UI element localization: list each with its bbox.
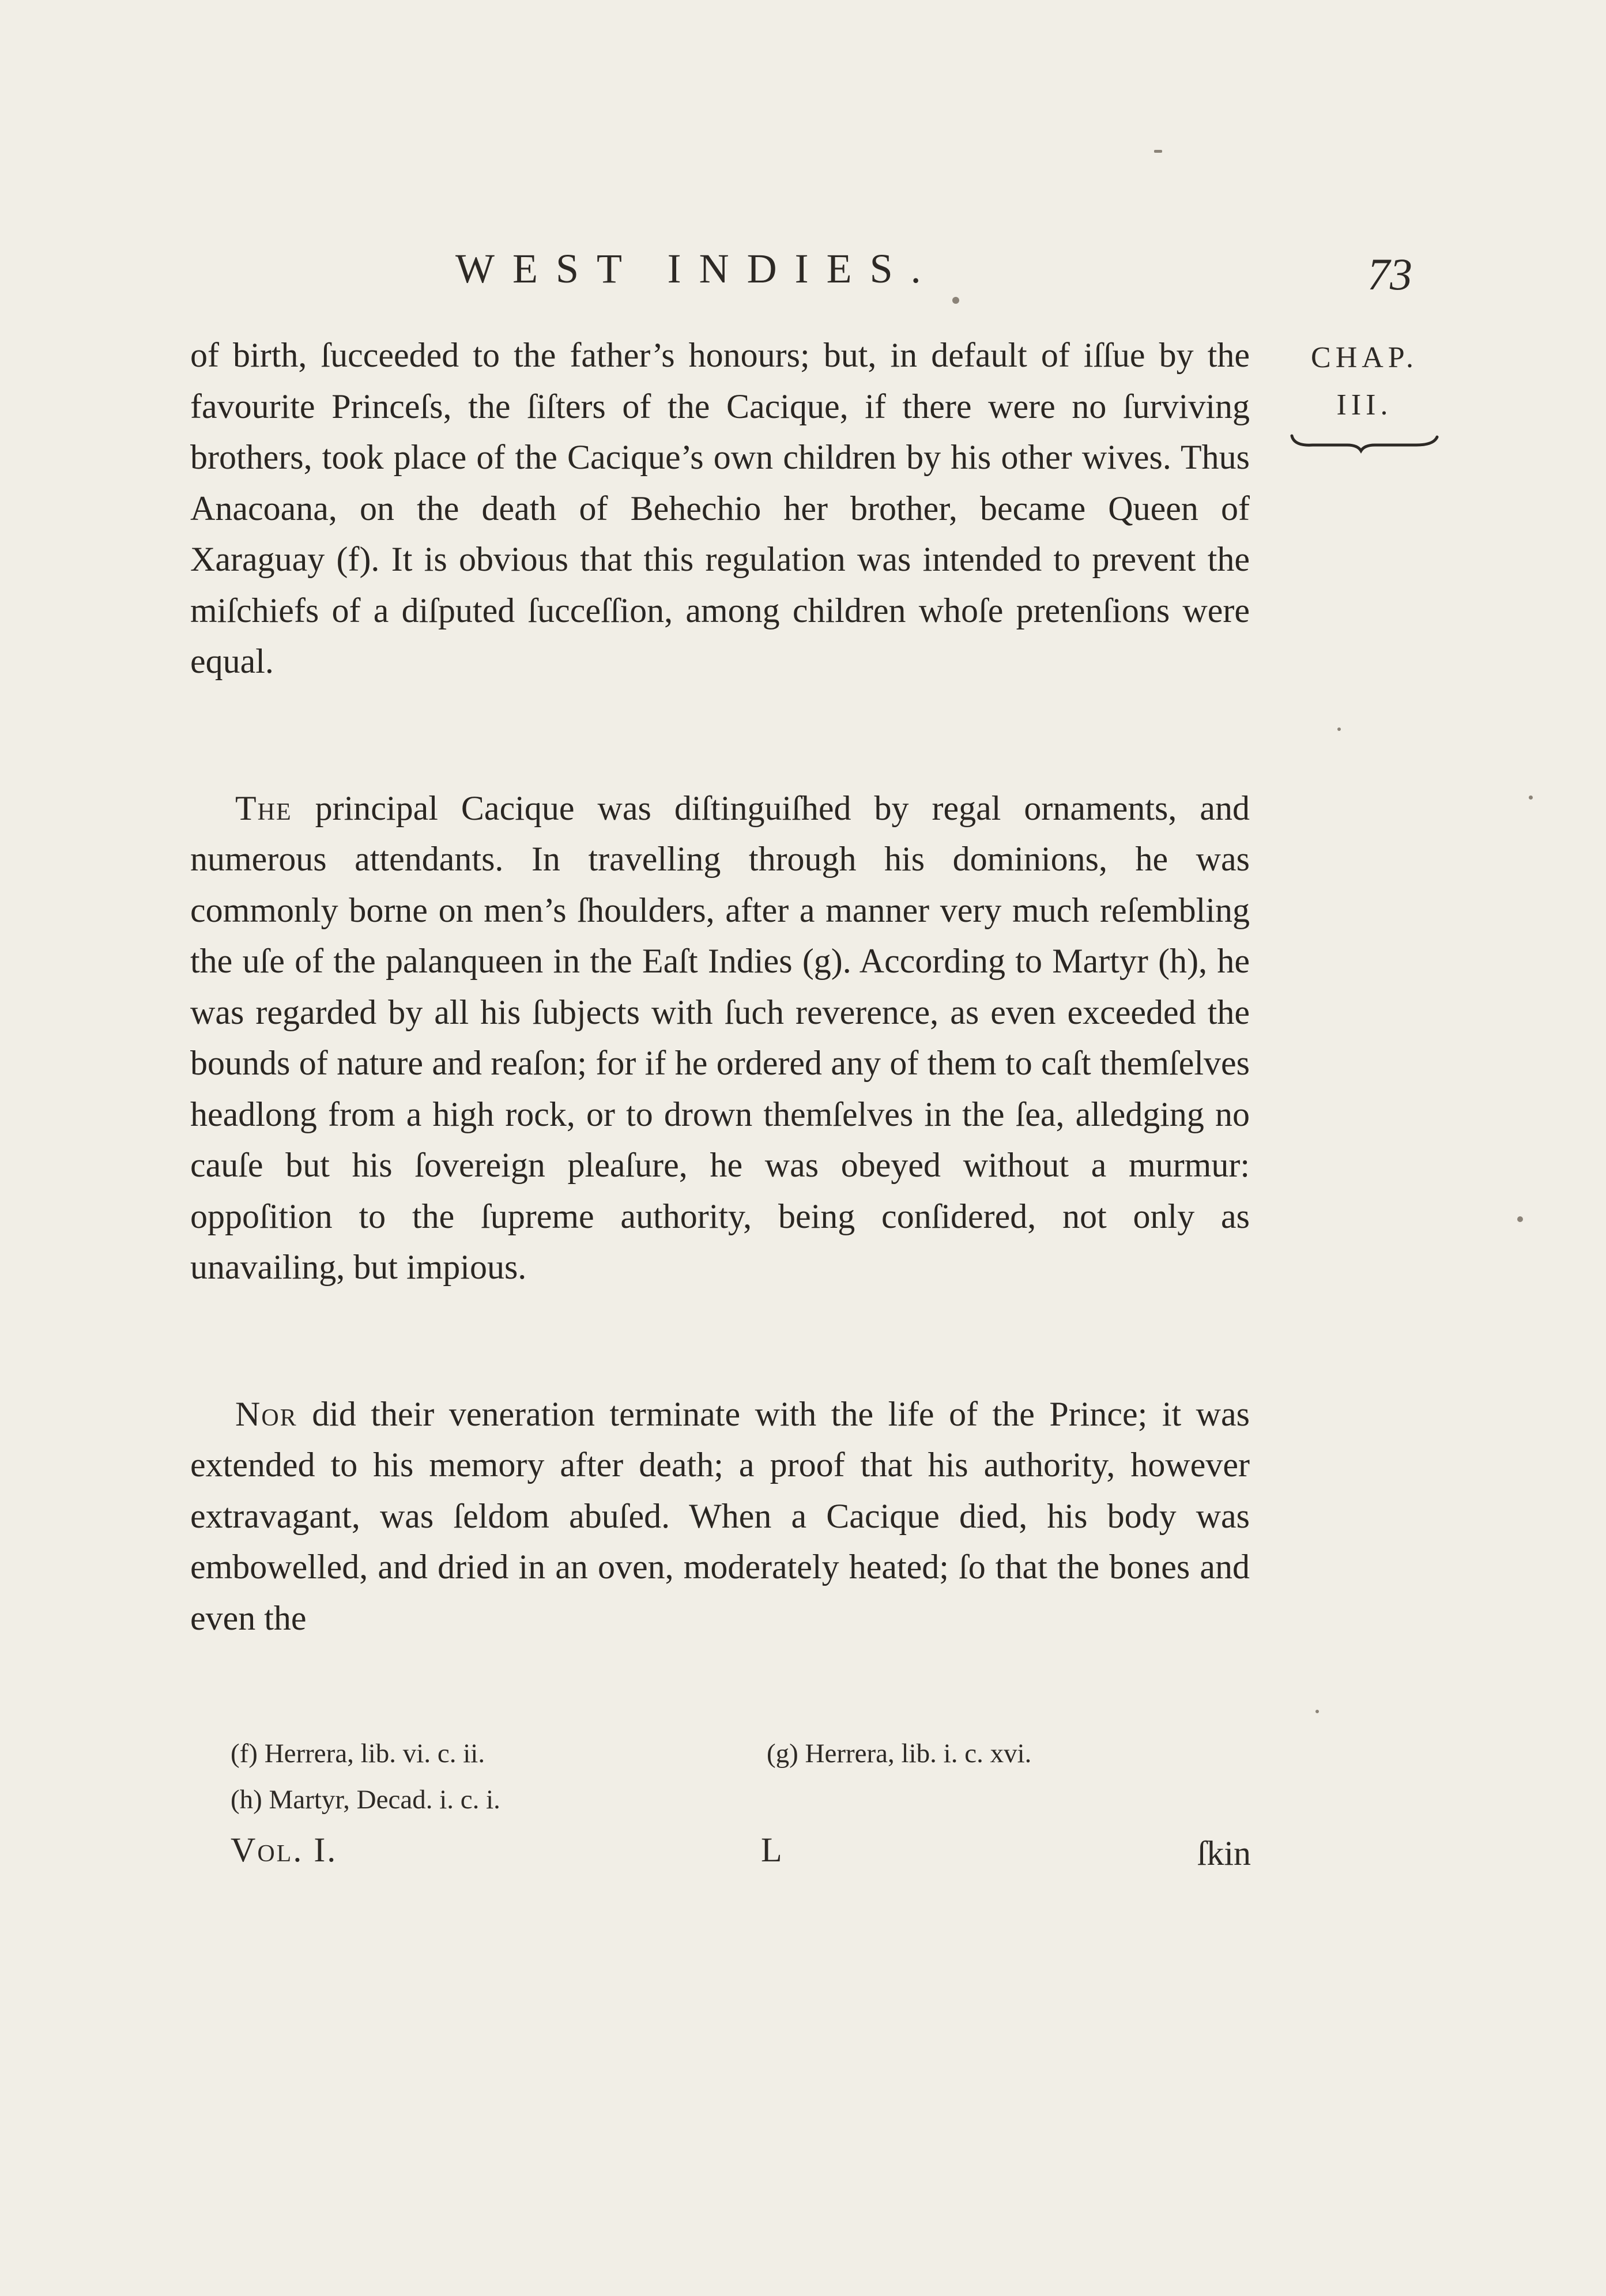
page-footer xyxy=(231,1830,1251,1888)
paragraph-3-lead: Nor xyxy=(235,1394,297,1433)
footnotes xyxy=(231,1731,1268,1823)
running-title: WEST INDIES. xyxy=(455,246,939,292)
chapter-side-note xyxy=(1281,334,1448,454)
paragraph-2-lead: The xyxy=(235,789,292,827)
catchword: ſkin xyxy=(1197,1834,1251,1872)
signature-mark: L xyxy=(761,1831,782,1869)
footnote-row xyxy=(231,1777,1268,1823)
chapter-label: CHAP. xyxy=(1311,341,1418,374)
paper-speck xyxy=(1315,1710,1319,1713)
volume-number: I. xyxy=(303,1831,338,1869)
body-text xyxy=(190,330,1250,1643)
volume-signature xyxy=(231,1830,337,1870)
footnote-g: (g) Herrera, lib. i. c. xvi. xyxy=(767,1739,1032,1769)
paper-speck xyxy=(952,297,959,304)
paper-speck xyxy=(1337,727,1341,731)
footnote-f: (f) Herrera, lib. vi. c. ii. xyxy=(231,1739,485,1769)
paragraph-3 xyxy=(190,1389,1250,1644)
page-number: 73 xyxy=(1367,249,1412,299)
paragraph-2 xyxy=(190,783,1250,1293)
paragraph-2-text: principal Cacique was diſtinguiſhed by regal ornaments, and numerous attendants. In travelling through his dominions, he was commonly borne on men’s ſhoulders, after a manner very much reſembling the uſe of the palanqueen in the Eaſt Indies (g). According to Martyr (h), he was regarded by all his ſubjects with ſuch reverence, as even exceeded the bounds of nature and reaſon; for if he ordered any of them to caſt themſelves headlong from a high rock, or to drown themſelves in the ſea, alledging no cauſe but his ſovereign pleaſure, he was obeyed without a murmur: oppoſition to the ſupreme authority, being conſidered, not only as unavailing, but impious. xyxy=(190,789,1250,1286)
footnote-row xyxy=(231,1731,1268,1777)
volume-prefix: Vol. xyxy=(231,1831,304,1869)
paper-speck xyxy=(1517,1216,1523,1222)
paragraph-1-text: of birth, ſucceeded to the father’s honours; but, in default of iſſue by the favourite Princeſs, the ſiſters of the Cacique, if there were no ſurviving brothers, took place of the Cacique’s own children by his other wives. Thus Anacoana, on the death of Behechio her brother, became Queen of Xaraguay (f). It is obvious that this regulation was intended to prevent the miſchiefs of a diſputed ſucceſſion, among children whoſe pretenſions were equal. xyxy=(190,336,1250,680)
paper-speck xyxy=(1154,150,1162,153)
chapter-number: III. xyxy=(1336,389,1393,421)
footnote-h: (h) Martyr, Decad. i. c. i. xyxy=(231,1785,500,1815)
paper-speck xyxy=(1529,796,1533,800)
paragraph-1 xyxy=(190,330,1250,687)
page-header xyxy=(0,245,1606,314)
brace-ornament-icon xyxy=(1290,431,1439,454)
paragraph-3-text: did their veneration terminate with the life of the Prince; it was extended to his memory after death; a proof that his authority, however extravagant, was ſeldom abuſed. When a Cacique died, his body was embowelled, and dried in an oven, moderately heated; ſo that the bones and even the xyxy=(190,1394,1250,1637)
